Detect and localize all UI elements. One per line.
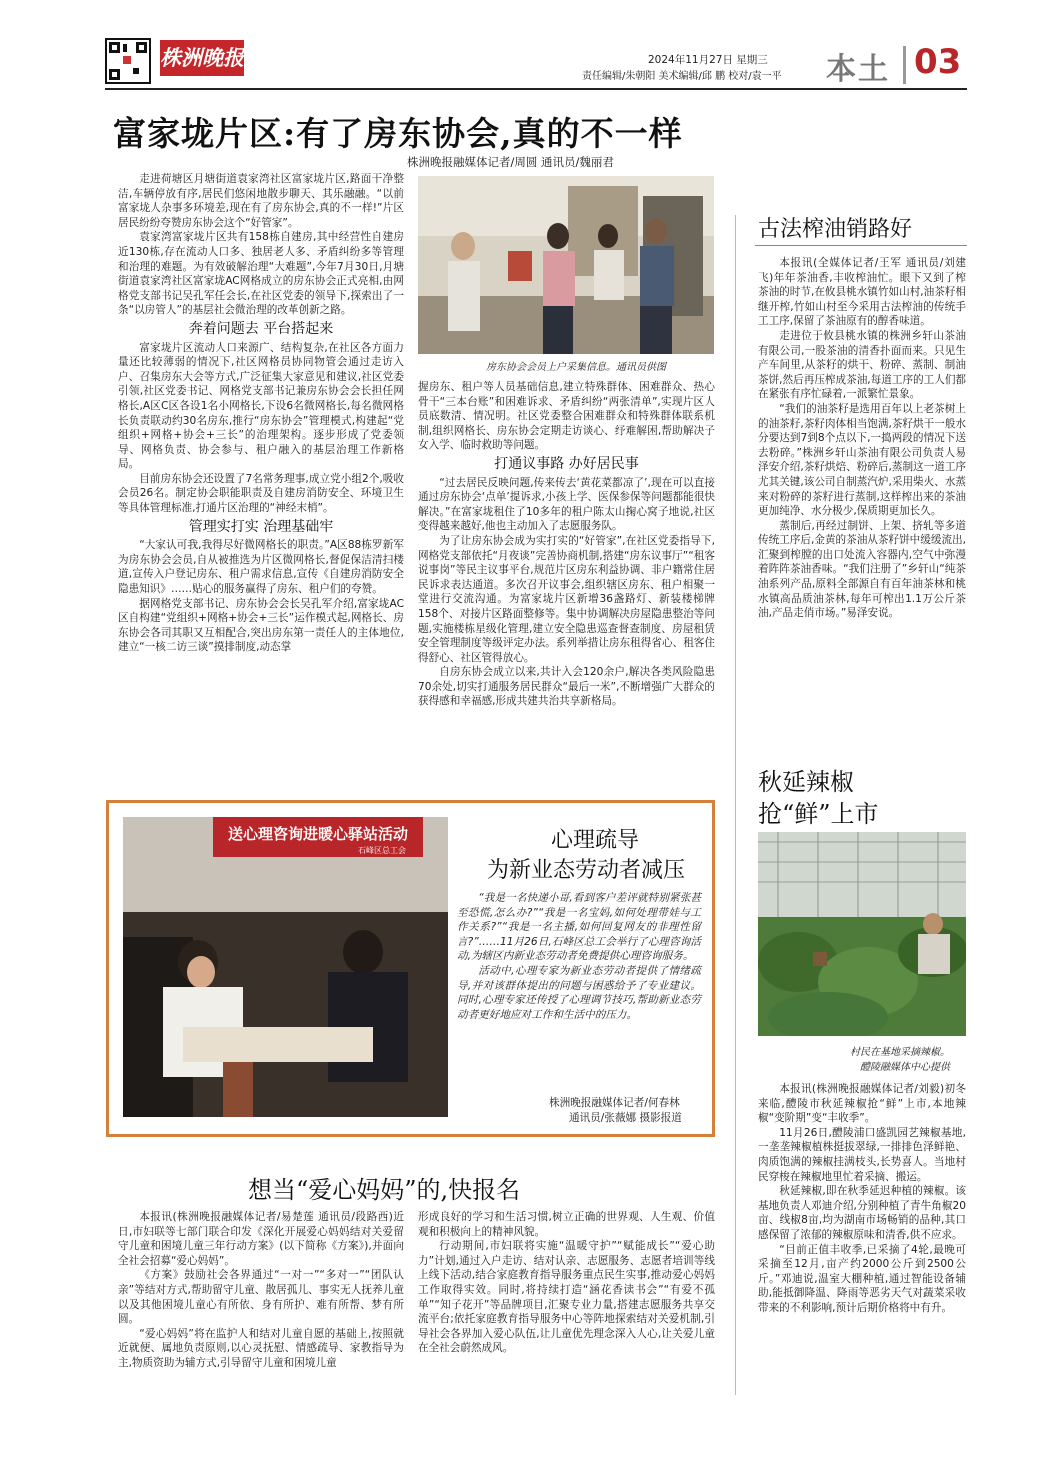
paragraph: 据网格党支部书记、房东协会会长吴孔军介绍,富家垅AC区自构建“党组织+网格+协会+三长”运作模式起,网格长、房东协会各司其职又互相配合,突出房东第一责任人的主体地位,建立“一核二访三谈”摸排制度,动态掌 bbox=[118, 597, 404, 654]
paragraph: 袁家湾富家垅片区共有158栋自建房,其中经营性自建房近130栋,存在流动人口多、独居老人多、矛盾纠纷多等管理和治理的难题。为有效破解治理“大难题”,今年7月30日,月塘街道袁家湾社区富家垅AC网格成立的房东协会正式亮相,由网格党支部书记吴孔军任会长,在社区党委的领导下,探索出了一条“以房管人”的基层社会微治理的改革创新之路。 bbox=[118, 231, 404, 317]
main-headline: 富家垅片区:有了房东协会,真的不一样 bbox=[113, 114, 683, 153]
main-byline: 株洲晚报融媒体记者/周圆 通讯员/魏丽君 bbox=[407, 155, 614, 169]
photo-scene bbox=[418, 176, 714, 354]
paragraph: 为了让房东协会成为实打实的“好管家”,在社区党委指导下,网格党支部依托“月夜谈”完善协商机制,搭建“房东议事厅”“租客说事岗”等民主议事平台,规范片区房东利益协调、非户籍常住居民诉求表达通道。多次召开议事会,组织辖区房东、租户相聚一堂进行交流沟通。为富家垅片区新增36盏路灯、新装楼梯牌158个、对接片区路面整修等。集中协调解决房屋隐患整治等问题,实施楼栋星级化管理,建立安全隐患巡查督查制度、房屋租赁安全管理制度等级评定办法。系列举措让房东租得省心、租客住得舒心、社区管得放心。 bbox=[418, 534, 715, 664]
paragraph: 本报讯(株洲晚报融媒体记者/易楚莲 通讯员/段路西)近日,市妇联等七部门联合印发《深化开展爱心妈妈结对关爱留守儿童和困境儿童三年行动方案》(以下简称《方案》),并面向全社会招募“爱心妈妈”。 bbox=[118, 1211, 404, 1267]
photo-scene bbox=[758, 832, 966, 1036]
qr-code bbox=[105, 38, 151, 84]
paragraph: 活动中,心理专家为新业态劳动者提供了情绪疏导,并对该群体提出的问题与困惑给予了专业建议。同时,心理专家还传授了心理调节技巧,帮助新业态劳动者更好地应对工作和生活中的压力。 bbox=[457, 964, 701, 1021]
psych-credit-2: 通讯员/张薇娜 摄影报道 bbox=[569, 1112, 682, 1124]
psych-credit-1: 株洲晚报融媒体记者/何春林 bbox=[549, 1097, 680, 1109]
subheading-3: 打通议事路 办好居民事 bbox=[494, 455, 639, 472]
paragraph: “我们的油茶籽是选用百年以上老茶树上的油茶籽,茶籽肉体相当饱满,茶籽烘干一般水分要达到7到8个点以下,一捣两段的情况下送去粉碎。”株洲乡轩山茶油有限公司负责人易泽安介绍,茶籽烘焙、粉碎后,蒸制这一道工序尤其关键,该公司自制蒸汽炉,采用柴火、水蒸来对粉碎的茶籽进行蒸制,这样榨出来的茶油更加纯净、水分极少,保质期更加长久。 bbox=[758, 402, 967, 518]
paragraph: “过去居民反映问题,传来传去‘黄花菜都凉了’,现在可以直接通过房东协会‘点单’提诉求,小孩上学、医保参保等问题都能很快解决。”在富家垅租住了10多年的租户陈太山掬心窝子地说,社区变得越来越好,他也主动加入了志愿服务队。 bbox=[418, 476, 715, 533]
photo-scene bbox=[123, 817, 448, 1117]
paragraph: 本报讯(全媒体记者/王军 通讯员/刘建飞)年年茶油香,丰收榨油忙。眼下又到了榨茶油的时节,在攸县桃水镇竹如山村,油茶籽相继开榨,竹如山村至今采用古法榨油的传统手工工序,保留了茶油原有的醇香味道。 bbox=[758, 257, 967, 328]
psych-headline-1: 心理疏导 bbox=[551, 828, 640, 853]
subheading-1: 奔着问题去 平台搭起来 bbox=[188, 320, 334, 337]
mom-right-column bbox=[418, 1210, 715, 1356]
mom-left-column bbox=[118, 1210, 404, 1371]
paragraph: “爱心妈妈”将在监护人和结对儿童自愿的基础上,按照就近就便、属地负责原则,以心灵抚慰、情感疏导、家教指导为主,物质资助为辅方式,引导留守儿童和困境儿童 bbox=[118, 1327, 404, 1369]
mom-headline: 想当“爱心妈妈”的,快报名 bbox=[248, 1176, 521, 1204]
issue-date: 2024年11月27日 星期三 bbox=[648, 54, 768, 66]
paragraph: 目前房东协会还设置了7名常务理事,成立党小组2个,吸收会员26名。制定协会职能职责及自建房消防安全、环境卫生等具体管理标准,打通片区治理的“神经末梢”。 bbox=[118, 472, 404, 515]
psych-box-frame bbox=[106, 800, 715, 1137]
page-number: 03 bbox=[914, 42, 962, 82]
paragraph: “我是一名快递小哥,看到客户差评就特别紧张甚至恐慌,怎么办?”“我是一名宝妈,如何处理带娃与工作关系?”“我是一名主播,如何回复网友的非理性留言?”……11月26日,石峰区总工会举行了心理咨询活动,为辖区内新业态劳动者免费提供心理咨询服务。 bbox=[457, 892, 701, 963]
photo-caption: 房东协会会员上户采集信息。通讯员供图 bbox=[486, 362, 666, 373]
paragraph: 握房东、租户等人员基础信息,建立特殊群体、困难群众、热心骨干“三本台账”和困难诉求、矛盾纠纷“两张清单”,实现片区人员底数清、情况明。社区党委整合困难群众和特殊群体联系机制,组织网格长、房东协会定期走访谈心、纾难解困,帮助解决子女入学、临时救助等问题。 bbox=[418, 381, 715, 452]
oil-rule bbox=[755, 245, 967, 246]
photo-pepper-greenhouse bbox=[758, 832, 966, 1036]
main-left-column bbox=[118, 172, 404, 655]
paragraph: “目前正值丰收季,已采摘了4轮,最晚可采摘至12月,亩产约2000公斤到2500公斤。”邓迪说,温室大棚种植,通过智能设备辅助,能抵御降温、降雨等恶劣天气对蔬菜采收带来的不利影响,预计后期价格将中有升。 bbox=[758, 1243, 966, 1314]
banner-text: 送心理咨询进暖心驿站活动 bbox=[228, 825, 409, 843]
oil-column bbox=[758, 256, 966, 621]
paragraph: 秋延辣椒,即在秋季延迟种植的辣椒。该基地负责人邓迪介绍,分别种植了青牛角椒20亩、线椒8亩,均为湖南市场畅销的品种,其口感保留了浓郁的辣椒原味和清香,供不应求。 bbox=[758, 1185, 966, 1241]
pepper-caption-1: 村民在基地采摘辣椒。 bbox=[850, 1047, 950, 1058]
paragraph: 本报讯(株洲晚报融媒体记者/刘毅)初冬来临,醴陵市秋延辣椒抢“鲜”上市,本地辣椒“变阶期”变“丰收季”。 bbox=[758, 1083, 966, 1125]
section-divider bbox=[903, 46, 906, 84]
pepper-caption-2: 醴陵融媒体中心提供 bbox=[860, 1062, 950, 1073]
banner-sub: 石峰区总工会 bbox=[358, 846, 406, 855]
header-rule bbox=[105, 88, 967, 90]
section-name: 本土 bbox=[826, 52, 890, 87]
paragraph: 蒸制后,再经过制饼、上架、挤轧等多道传统工序后,金黄的茶油从茶籽饼中缓缓流出,汇聚到榨膛的出口处流入容器内,空气中弥漫着阵阵茶油香味。“我们注册了”乡轩山“纯茶油系列产品,原料全部源自有百年油茶林和桃水镇高品质油茶林,每年可榨出1.1万公斤茶油,产品走俏市场。”易泽安说。 bbox=[758, 519, 967, 620]
oil-headline: 古法榨油销路好 bbox=[758, 217, 913, 242]
newspaper-logo: 株洲晚报 bbox=[160, 40, 244, 76]
paragraph: 形成良好的学习和生活习惯,树立正确的世界观、人生观、价值观和积极向上的精神风貌。 bbox=[418, 1211, 715, 1238]
paragraph: 走进位于攸县桃水镇的株洲乡轩山茶油有限公司,一股茶油的清香扑面而来。只见生产车间里,从茶籽的烘干、粉碎、蒸制、制油茶饼,然后再压榨成茶油,每道工序的工人们都在紧张有序忙碌着,一派繁忙景象。 bbox=[758, 329, 967, 401]
main-mid-column bbox=[418, 380, 715, 709]
psych-headline-2: 为新业态劳动者减压 bbox=[487, 858, 686, 883]
pepper-column bbox=[758, 1082, 966, 1316]
photo-landlord-association bbox=[418, 176, 714, 354]
paragraph: 行动期间,市妇联将实施“温暖守护”“赋能成长”“爱心助力”计划,通过入户走访、结对认亲、志愿服务、志愿者培训等线上线下活动,结合家庭教育指导服务重点民生实事,推动爱心妈妈工作取得实效。同时,将持续打造“涵花香读书会”“有爱不孤单”“知子花开”等品牌项目,汇聚专业力量,搭建志愿服务共享交流平台;依托家庭教育指导服务中心等阵地探索结对关爱机制,引导社会各界加入爱心队伍,让儿童优先理念深入人心,让关爱儿童在全社会蔚然成风。 bbox=[418, 1240, 715, 1355]
subheading-2: 管理实打实 治理基础牢 bbox=[188, 518, 334, 535]
paragraph: “大家认可我,我得尽好微网格长的职责。”A区88栋罗新军为房东协会会员,自从被推选为片区微网格长,督促保洁清扫楼道,宣传入户登记房东、租户需求信息,宣传《自建房消防安全隐患知识》……贴心的服务赢得了房东、租户们的夸赞。 bbox=[118, 539, 404, 596]
photo-counseling bbox=[123, 817, 448, 1117]
column-divider bbox=[735, 215, 736, 1395]
paragraph: 11月26日,醴陵浦口盛凯园艺辣椒基地,一垄垄辣椒植株挺拔翠绿,一排排色泽鲜艳、肉质饱满的辣椒挂满枝头,长势喜人。当地村民穿梭在辣椒地里忙着采摘、搬运。 bbox=[758, 1126, 966, 1183]
paragraph: 富家垅片区流动人口来源广、结构复杂,在社区各方面力量还比较薄弱的情况下,社区网格员协同物管会通过走访入户、召集房东大会等方式,广泛征集大家意见和建议,社区党委引领,社区党委书记、网格党支部书记兼房东协会会长担任网格长,A区C区各设1名小网格长,下设6名微网格长,每名微网格长负责联动约30名房东,推行“房东协会”管理模式,构建起“党组织+网格+协会+三长”的治理架构。逐步形成了党委领导、网格负责、协会参与、租户融入的基层治理工作新格局。 bbox=[118, 341, 404, 471]
psych-body bbox=[457, 891, 701, 1022]
paragraph: 《方案》鼓励社会各界通过“一对一”“多对一”“团队认亲”等结对方式,帮助留守儿童、散居孤儿、事实无人抚养儿童以及其他困境儿童心有所依、身有所护、难有所帮、梦有所圆。 bbox=[118, 1269, 404, 1326]
pepper-headline-2: 抢“鲜”上市 bbox=[758, 800, 879, 828]
pepper-headline-1: 秋延辣椒 bbox=[758, 768, 854, 796]
paragraph: 走进荷塘区月塘街道袁家湾社区富家垅片区,路面干净整洁,车辆停放有序,居民们悠闲地散步聊天、其乐融融。“以前富家垅人杂事多环境差,现在有了房东协会,真的不一样!”片区居民纷纷夸赞房东协会这个“好管家”。 bbox=[118, 173, 404, 229]
editors-line: 责任编辑/朱朝阳 美术编辑/邱 鹏 校对/袁一平 bbox=[582, 71, 782, 82]
paragraph: 自房东协会成立以来,共计入会120余户,解决各类风险隐患70余处,切实打通服务居民群众“最后一米”,不断增强广大群众的获得感和幸福感,形成共建共治共享新格局。 bbox=[418, 666, 715, 708]
